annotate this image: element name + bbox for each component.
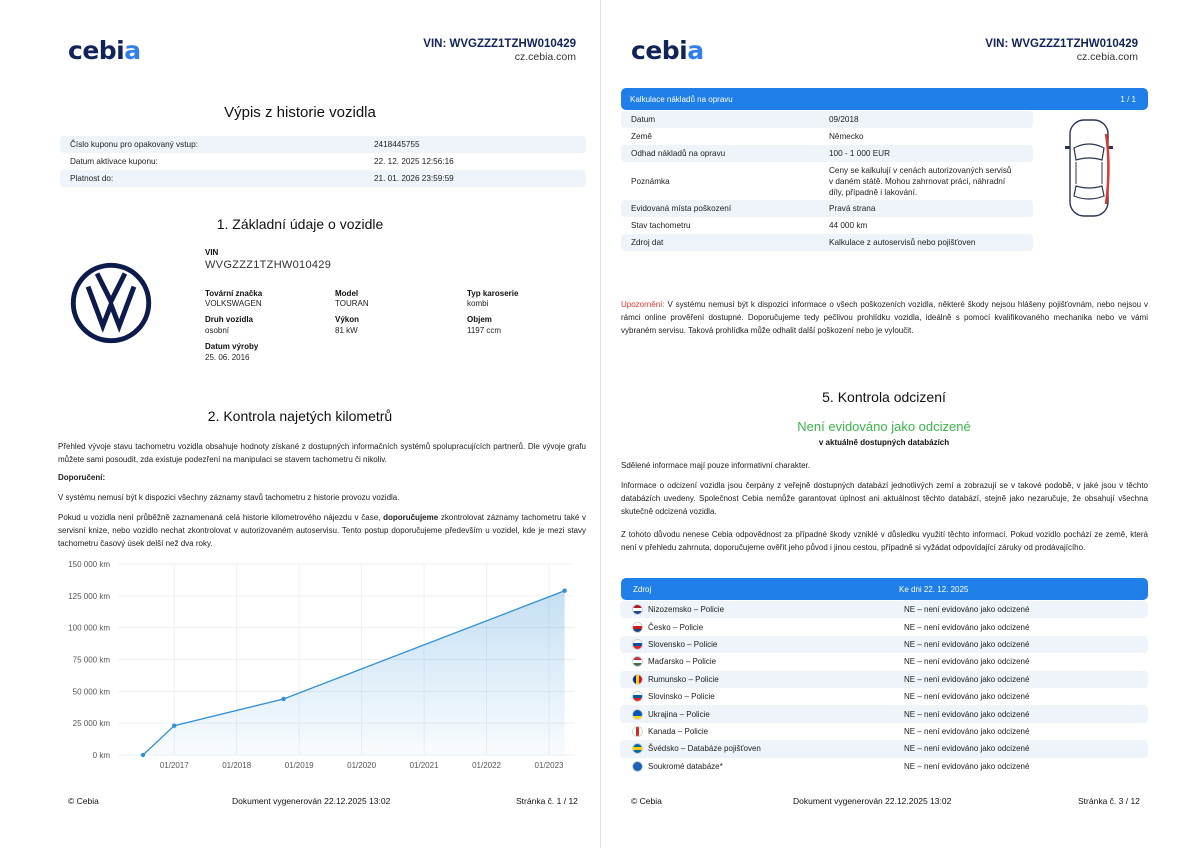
coupon-row-value: 2418445755 — [374, 140, 420, 149]
repair-calc-title: Kalkulace nákladů na opravu — [630, 94, 733, 104]
cebia-logo: cebia — [631, 36, 704, 65]
vin-label: VIN — [205, 248, 219, 257]
repair-row-value: Kalkulace z autoservisů nebo pojišťoven — [829, 238, 976, 247]
theft-status-value: NE – není evidováno jako odcizené — [904, 709, 1030, 719]
make-label: Tovární značka — [205, 289, 263, 298]
prod-date-label: Datum výroby — [205, 342, 259, 351]
info-notice: Sdělené informace mají pouze informativní charakter. — [621, 461, 810, 470]
theft-source: Česko – Policie — [648, 622, 704, 632]
theft-source: Nizozemsko – Policie — [648, 605, 725, 615]
country-flag-icon — [632, 674, 643, 685]
page-title: Výpis z historie vozidla — [224, 104, 376, 121]
coupon-table — [60, 136, 586, 187]
x-tick-label: 01/2022 — [472, 761, 502, 770]
kind-value: osobní — [205, 326, 230, 335]
header-vin-block — [985, 38, 1138, 63]
mileage-point — [141, 753, 145, 757]
mileage-intro: Přehled vývoje stavu tachometru vozidla obsahuje hodnoty získané z dostupných informačních systémů spolupracujících partnerů. Dle vývoje grafu můžete sami posoudit, zda existuje podezření na manipulaci se stavem tachometru či nikoliv. — [58, 442, 586, 464]
repair-row — [621, 200, 1033, 217]
header-site: cz.cebia.com — [1076, 51, 1138, 63]
mileage-point — [281, 697, 285, 701]
prod-date-value: 25. 06. 2016 — [205, 353, 250, 362]
recommendation-detail-a: Pokud u vozidla není průběžně zaznamenaná celá historie kilometrového nájezdu v čase, — [58, 513, 384, 522]
theft-row — [620, 740, 1148, 757]
footer-generated: Dokument vygenerován 22.12.2025 13:02 — [793, 796, 952, 806]
theft-row — [620, 636, 1148, 653]
x-tick-label: 01/2023 — [534, 761, 564, 770]
section1-title: 1. Základní údaje o vozidle — [216, 216, 384, 232]
theft-status-value: NE – není evidováno jako odcizené — [904, 657, 1030, 667]
section2-title: 2. Kontrola najetých kilometrů — [207, 408, 393, 424]
coupon-row-value: 21. 01. 2026 23:59:59 — [374, 174, 454, 183]
theft-row — [620, 705, 1148, 722]
theft-status-value: NE – není evidováno jako odcizené — [904, 622, 1030, 632]
repair-row-value: 100 - 1 000 EUR — [829, 149, 890, 158]
theft-row — [620, 671, 1148, 688]
recommendation-label: Doporučení: — [58, 473, 106, 482]
y-tick-label: 0 km — [92, 751, 110, 760]
theft-row — [620, 653, 1148, 670]
theft-row — [620, 723, 1148, 740]
vin-value: WVGZZZ1TZHW010429 — [205, 259, 332, 271]
mileage-chart — [56, 556, 586, 776]
power-label: Výkon — [335, 315, 360, 324]
theft-source: Rumunsko – Policie — [648, 674, 719, 684]
recommendation-detail — [58, 511, 586, 550]
coupon-row — [60, 153, 586, 170]
recommendation-detail-b: zkontrolovat záznamy tachometru také v servisní knize, nebo vozidlo nechat zkontrolovat v autorizovaném autoservisu. Tento postup doporučujeme především u vozidel, kde je mezi stavy tachometru časový úsek delší než dva roky. — [58, 513, 586, 548]
model-label: Model — [335, 289, 359, 298]
model-value: TOURAN — [335, 299, 369, 308]
make-value: VOLKSWAGEN — [205, 299, 262, 308]
footer-page-number: Stránka č. 1 / 12 — [516, 796, 578, 806]
theft-status-value: NE – není evidováno jako odcizené — [904, 639, 1030, 649]
sources-notice: Informace o odcizení vozidla jsou čerpány z veřejně dostupných databází jednotlivých zemí a zobrazují se v takové podobě, v jaké jsou v těchto databázích uvedeny. Společnost Cebia nemůže garantovat úplnost ani aktuálnost těchto databází, stejně jako nezaručuje, že obsahují všechna skutečně odcizená vozidla. — [621, 481, 1148, 516]
coupon-row-label: Číslo kuponu pro opakovaný vstup: — [70, 140, 198, 149]
footer-generated: Dokument vygenerován 22.12.2025 13:02 — [232, 796, 391, 806]
repair-row-label: Zdroj dat — [631, 238, 664, 247]
theft-source: Slovensko – Policie — [648, 639, 718, 649]
theft-status: Není evidováno jako odcizené — [797, 419, 971, 434]
repair-calc-table — [621, 111, 1033, 251]
footer-copyright: © Cebia — [68, 796, 99, 806]
kind-label: Druh vozidla — [205, 315, 254, 324]
y-tick-label: 125 000 km — [68, 591, 110, 601]
footer-copyright: © Cebia — [631, 796, 662, 806]
section5-title: 5. Kontrola odcizení — [822, 389, 946, 405]
country-flag-icon — [632, 656, 643, 667]
theft-status-value: NE – není evidováno jako odcizené — [904, 605, 1030, 615]
theft-source: Ukrajina – Policie — [648, 709, 710, 719]
volume-value: 1197 ccm — [467, 326, 502, 335]
theft-source: Kanada – Policie — [648, 726, 709, 736]
header-vin: VIN: WVGZZZ1TZHW010429 — [985, 38, 1138, 50]
mileage-point — [562, 589, 566, 593]
x-tick-label: 01/2021 — [409, 761, 439, 770]
power-value: 81 kW — [335, 326, 358, 335]
y-tick-label: 50 000 km — [72, 687, 110, 697]
theft-status-value: NE – není evidováno jako odcizené — [904, 726, 1030, 736]
body-label: Typ karoserie — [467, 289, 519, 298]
repair-row — [621, 217, 1033, 234]
damage-warning — [621, 298, 1148, 337]
header-vin: VIN: WVGZZZ1TZHW010429 — [423, 38, 576, 50]
volume-label: Objem — [467, 315, 492, 324]
repair-row-value: Ceny se kalkulují v cenách autorizovaných servisů v daném státě. Mohou zahrnovat práci, náhradní díly, případně i lakování. — [829, 165, 1012, 197]
repair-row-label: Země — [631, 132, 652, 141]
x-tick-label: 01/2017 — [159, 761, 189, 770]
repair-calc-count: 1 / 1 — [1120, 94, 1136, 104]
theft-status-sub: v aktuálně dostupných databázích — [818, 438, 950, 447]
country-flag-icon — [632, 761, 643, 772]
theft-source: Slovinsko – Policie — [648, 692, 715, 702]
repair-row-label: Datum — [631, 115, 656, 124]
theft-source: Soukromé databáze* — [648, 761, 723, 771]
theft-col-date: Ke dni 22. 12. 2025 — [899, 584, 969, 594]
repair-row — [621, 234, 1033, 251]
repair-row-label: Odhad nákladů na opravu — [631, 149, 726, 158]
repair-row — [621, 145, 1033, 162]
y-tick-label: 25 000 km — [72, 719, 110, 729]
x-tick-label: 01/2019 — [284, 761, 314, 770]
car-damage-diagram-icon — [1064, 116, 1114, 220]
theft-status-value: NE – není evidováno jako odcizené — [904, 674, 1030, 684]
y-tick-label: 100 000 km — [68, 623, 110, 633]
repair-row-value: Německo — [829, 132, 864, 141]
theft-status-value: NE – není evidováno jako odcizené — [904, 761, 1030, 771]
coupon-row — [60, 136, 586, 153]
volkswagen-logo-icon — [70, 262, 152, 344]
theft-status-value: NE – není evidováno jako odcizené — [904, 692, 1030, 702]
x-tick-label: 01/2020 — [347, 761, 377, 770]
repair-row — [621, 128, 1033, 145]
repair-row-label: Poznámka — [631, 176, 670, 186]
country-flag-icon — [632, 622, 643, 633]
cebia-logo: cebia — [68, 36, 141, 65]
theft-row — [620, 618, 1148, 635]
country-flag-icon — [632, 743, 643, 754]
theft-row — [620, 688, 1148, 705]
repair-row — [621, 111, 1033, 128]
y-tick-label: 150 000 km — [68, 560, 110, 569]
coupon-row-label: Platnost do: — [70, 174, 114, 183]
header-vin-block — [423, 38, 576, 63]
repair-row-label: Stav tachometru — [631, 221, 691, 230]
coupon-row-value: 22. 12. 2025 12:56:16 — [374, 157, 454, 166]
repair-row-label: Evidovaná místa poškození — [631, 204, 732, 213]
theft-source: Maďarsko – Policie — [648, 657, 717, 667]
warning-label: Upozornění: — [621, 300, 665, 309]
country-flag-icon — [632, 709, 643, 720]
theft-table-header — [621, 578, 1148, 600]
warning-text: V systému nemusí být k dispozici informace o všech poškozeních vozidla, některé škody nejsou hlášeny pojišťovnám, nebo nejsou v rámci online prověření dostupné. Doporučujeme tedy pečlivou prohlídku vozidla, ideálně s pomocí kvalifikovaného mechanika nebo ve vámi vybraném servisu. Taková prohlídka může odhalit další poškození nebo je vyloučit. — [621, 300, 1148, 335]
country-flag-icon — [632, 604, 643, 615]
repair-row — [621, 162, 1033, 200]
country-flag-icon — [632, 691, 643, 702]
country-flag-icon — [632, 639, 643, 650]
theft-col-source: Zdroj — [633, 584, 652, 594]
mileage-point — [172, 724, 176, 728]
theft-row — [620, 758, 1148, 775]
country-flag-icon — [632, 726, 643, 737]
x-tick-label: 01/2018 — [222, 761, 252, 770]
repair-row-value: 09/2018 — [829, 115, 859, 124]
repair-calc-header — [621, 88, 1148, 110]
coupon-row — [60, 170, 586, 187]
recommendation-detail-bold: doporučujeme — [383, 513, 439, 522]
footer-page-number: Stránka č. 3 / 12 — [1078, 796, 1140, 806]
repair-row-value: Pravá strana — [829, 204, 876, 213]
recommendation-text: V systému nemusí být k dispozici všechny záznamy stavů tachometru z historie provozu vozidla. — [58, 493, 400, 502]
liability-notice: Z tohoto důvodu nenese Cebia odpovědnost za případné škody vzniklé v důsledku využití těchto informací. Pokud vozidlo pochází ze země, která není v přehledu zahrnuta, doporučujeme ověřit jeho původ i jinou cestou, případně si vyžádat odpovídající záruky od prodávajícího. — [621, 530, 1148, 552]
repair-row-value: 44 000 km — [829, 221, 868, 230]
theft-status-value: NE – není evidováno jako odcizené — [904, 744, 1030, 754]
y-tick-label: 75 000 km — [72, 655, 110, 665]
header-site: cz.cebia.com — [514, 51, 576, 63]
body-value: kombi — [467, 299, 489, 308]
theft-source: Švédsko – Databáze pojišťoven — [648, 744, 761, 754]
theft-row — [620, 601, 1148, 618]
coupon-row-label: Datum aktivace kuponu: — [70, 157, 158, 166]
